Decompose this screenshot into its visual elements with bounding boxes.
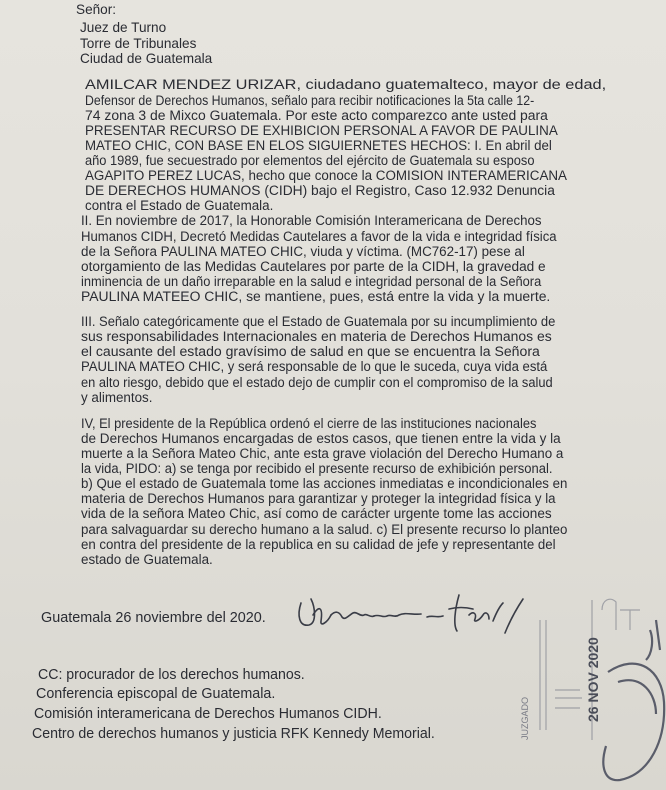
cc-line-1: CC: procurador de los derechos humanos.	[38, 667, 305, 683]
p3-line-6: y alimentos.	[81, 390, 153, 405]
header-line-salutation: Señor:	[76, 2, 117, 17]
p2-line-1: II. En noviembre de 2017, la Honorable Comisión Interamericana de Derechos	[81, 213, 542, 228]
p2-line-5: inminencia de un daño irreparable en la salud e integridad personal de la Señora	[81, 274, 542, 289]
p1-line-9: contra el Estado de Guatemala.	[85, 198, 274, 213]
p4-line-2: de Derechos Humanos encargadas de estos casos, que tienen entre la vida y la	[81, 431, 561, 446]
p1-line-8: DE DERECHOS HUMANOS (CIDH) bajo el Registro, Caso 12.932 Denuncia	[85, 183, 555, 198]
p4-line-6: materia de Derechos Humanos para garantizar y proteger la integridad física y la	[81, 491, 556, 506]
p1-line-7: AGAPITO PEREZ LUCAS, hecho que conoce la COMISION INTERAMERICANA	[85, 168, 567, 183]
p3-line-5: en alto riesgo, debido que el estado dejo de cumplir con el compromiso de la salud	[81, 375, 553, 390]
p4-line-4: la vida, PIDO: a) se tenga por recibido el presente recurso de exhibición personal.	[81, 461, 553, 476]
p3-line-2: sus responsabilidades Internacionales en materia de Derechos Humanos es	[81, 329, 552, 344]
p4-line-3: muerte a la Señora Mateo Chic, ante esta grave violación del Derecho Humano a	[81, 446, 564, 461]
stamp-org-label: JUZGADO	[520, 696, 530, 740]
p4-line-5: b) Que el estado de Guatemala tome las acciones inmediatas e incondicionales en	[81, 476, 568, 491]
cc-line-3: Comisión interamericana de Derechos Humanos CIDH.	[34, 706, 382, 722]
court-received-stamp	[500, 590, 666, 790]
p4-line-7: vida de la señora Mateo Chic, así como de carácter urgente tome las acciones	[81, 506, 552, 521]
p3-line-4: PAULINA MATEO CHIC, y será responsable de lo que le suceda, cuya vida está	[81, 359, 548, 374]
p1-line-6: año 1989, fue secuestrado por elementos del ejército de Guatemala su esposo	[85, 153, 535, 168]
header-line-judge: Juez de Turno	[80, 20, 167, 35]
stamp-date: 26 NOV 2020	[585, 637, 601, 722]
cc-line-2: Conferencia episcopal de Guatemala.	[36, 686, 276, 702]
p1-line-1: AMILCAR MENDEZ URIZAR, ciudadano guatemalteco, mayor de edad,	[85, 77, 607, 92]
p4-line-1: IV, El presidente de la República ordenó el cierre de las instituciones nacionales	[81, 416, 537, 431]
p1-line-5: MATEO CHIC, CON BASE EN ELOS SIGUIERNETES HECHOS: I. En abril del	[85, 138, 552, 153]
p4-line-8: para salvaguardar su derecho humano a la salud. c) El presente recurso lo planteo	[81, 522, 568, 537]
p3-line-3: el causante del estado gravísimo de salud en que se encuentra la Señora	[81, 344, 540, 359]
p2-line-3: de la Señora PAULINA MATEO CHIC, viuda y víctima. (MC762-17) pese al	[81, 244, 525, 259]
p4-line-9: en contra del presidente de la republica en su calidad de jefe y representante del	[81, 537, 556, 552]
p1-line-4: PRESENTAR RECURSO DE EXHIBICION PERSONAL A FAVOR DE PAULINA	[85, 123, 558, 138]
cc-line-4: Centro de derechos humanos y justicia RFK Kennedy Memorial.	[32, 726, 435, 742]
p4-line-10: estado de Guatemala.	[81, 552, 213, 567]
place-date: Guatemala 26 noviembre del 2020.	[41, 610, 266, 626]
p3-line-1: III. Señalo categóricamente que el Estado de Guatemala por su incumplimiento de	[81, 314, 556, 329]
header-line-city: Ciudad de Guatemala	[80, 51, 213, 66]
header-line-court: Torre de Tribunales	[80, 36, 197, 51]
p1-line-2: Defensor de Derechos Humanos, señalo para recibir notificaciones la 5ta calle 12-	[85, 93, 535, 108]
p2-line-6: PAULINA MATEEO CHIC, se mantiene, pues, está entre la vida y la muerte.	[81, 289, 551, 304]
p2-line-2: Humanos CIDH, Decretó Medidas Cautelares a favor de la vida e integridad física	[81, 229, 557, 244]
p1-line-3: 74 zona 3 de Mixco Guatemala. Por este acto comparezco ante usted para	[85, 108, 548, 123]
p2-line-4: otorgamiento de las Medidas Cautelares por parte de la CIDH, la gravedad e	[81, 259, 546, 274]
